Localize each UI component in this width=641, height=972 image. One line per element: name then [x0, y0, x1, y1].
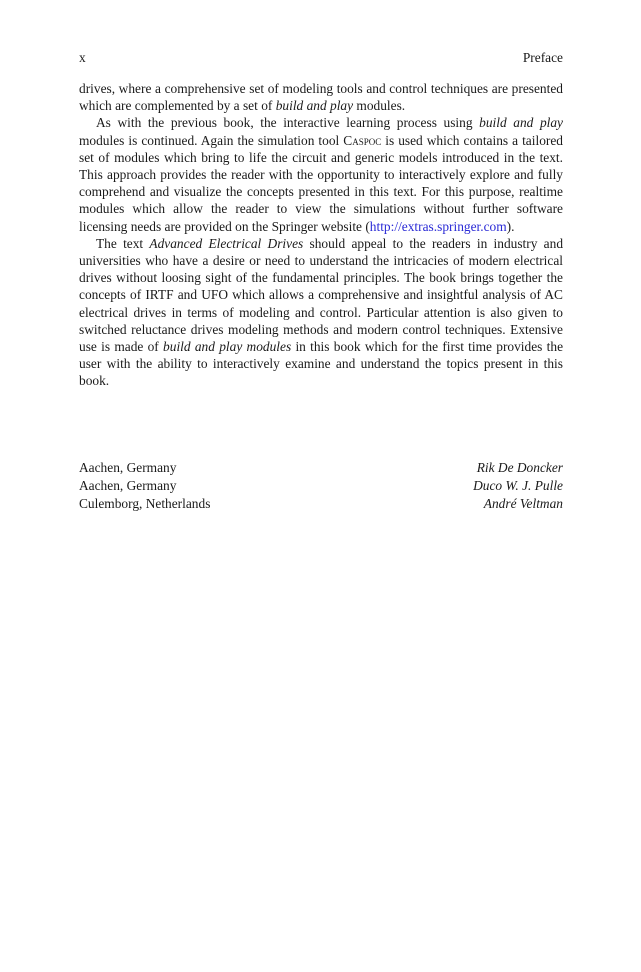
paragraph-3-emphasis-title: Advanced Electrical Drives [149, 235, 304, 251]
signature-place: Aachen, Germany [79, 460, 177, 475]
signature-author: Rik De Doncker [476, 460, 563, 475]
running-head [79, 49, 563, 67]
paragraph-2-emphasis: build and play [479, 115, 563, 131]
signature-author: Duco W. J. Pulle [473, 478, 563, 493]
paragraph-2-text-4: ). [506, 218, 515, 234]
section-title: Preface [522, 50, 563, 65]
paragraph-3-emphasis-modules: build and play modules [163, 339, 292, 355]
paragraph-1 [79, 80, 563, 114]
paragraph-3 [79, 235, 563, 390]
signature-place: Culemborg, Netherlands [79, 496, 211, 511]
paragraph-2-text-1: As with the previous book, the interactive learning process using [96, 115, 480, 131]
caspoc-smallcaps: Caspoc [343, 132, 382, 148]
signature-place: Aachen, Germany [79, 478, 177, 493]
paragraph-3-text-2: should appeal to the readers in industry and universities who have a desire or need to understand the intricacies of modern electrical drives without loosing sight of the fundamental principles. The book brings together the concepts of IRTF and UFO which allows a comprehensive and insightful analysis of AC electrical drives in terms of modeling and control. Particular attention is also given to switched reluctance drives modeling methods and modern control techniques. Extensive use is made of [79, 235, 564, 355]
signature-author: André Veltman [483, 496, 563, 511]
preface-body [79, 80, 563, 390]
paragraph-3-text-3: in this book which for the first time provides the user with the ability to interactively examine and understand the topics present in this book. [79, 339, 564, 389]
paragraph-1-emphasis: build and play [275, 98, 354, 114]
paragraph-1-text-2: modules. [353, 98, 406, 114]
signature-row [79, 495, 563, 513]
signature-row [79, 459, 563, 477]
paragraph-1-text-1: drives, where a comprehensive set of modeling tools and control techniques are presented which are complemented by a set of [79, 81, 563, 114]
paragraph-2-text-2: modules is continued. Again the simulation tool [79, 132, 344, 148]
paragraph-2-text-3: is used which contains a tailored set of modules which bring to life the circuit and generic models introduced in the text. This approach provides the reader with the opportunity to interactively explore and fully comprehend and visualize the concepts presented in this text. For this purpose, realtime modules which allow the reader to view the simulations without further software licensing needs are provided on the Springer website ( [79, 132, 563, 234]
paragraph-2 [79, 114, 563, 234]
signature-block [79, 459, 563, 513]
signature-row [79, 477, 563, 495]
paragraph-3-text-1: The text [96, 235, 150, 251]
page-number: x [79, 50, 86, 65]
springer-extras-link[interactable]: http://extras.springer.com [369, 218, 507, 234]
